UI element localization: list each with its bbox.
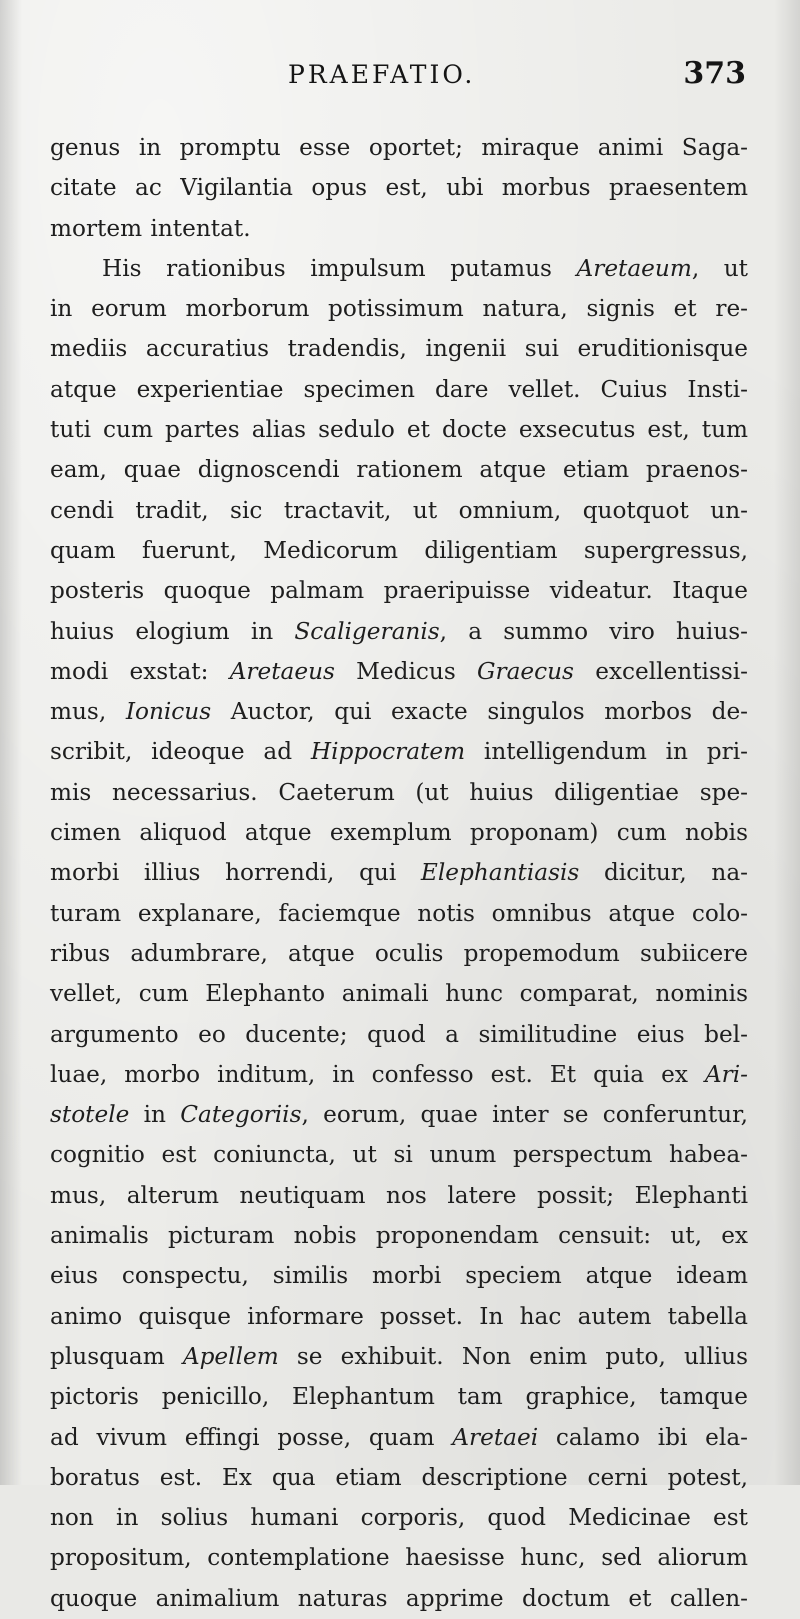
text-line (50, 571, 748, 611)
text-segment: tuti cum partes alias sedulo et docte exsecutus est, tum (50, 416, 748, 444)
text-line (50, 1176, 748, 1216)
text-line (50, 813, 748, 853)
italic-text-segment: Aretaei (452, 1423, 539, 1451)
italic-text-segment: Categoriis (180, 1101, 302, 1129)
text-segment: animalis picturam nobis proponendam censuit: ut, ex (50, 1222, 748, 1250)
text-segment: dicitur, na- (579, 859, 749, 887)
text-line (50, 289, 748, 329)
text-segment: in eorum morborum potissimum natura, signis et re- (50, 295, 748, 323)
text-segment: eam, quae dignoscendi rationem atque etiam praenos- (50, 456, 748, 484)
text-line (50, 1297, 748, 1337)
text-segment: quam fuerunt, Medicorum diligentiam supergressus, (50, 536, 748, 564)
text-line (50, 974, 748, 1014)
text-line (50, 1135, 748, 1175)
text-segment: mus, alterum neutiquam nos latere possit; Elephanti (50, 1181, 748, 1209)
text-segment: mis necessarius. Caeterum (ut huius diligentiae spe- (50, 778, 748, 806)
text-segment: pictoris penicillo, Elephantum tam graphice, tamque (50, 1383, 748, 1411)
text-segment: Auctor, qui exacte singulos morbos de- (211, 698, 749, 726)
text-line (50, 773, 748, 813)
text-segment: vellet, cum Elephanto animali hunc comparat, nominis (50, 980, 748, 1008)
text-line (50, 732, 748, 772)
text-segment: citate ac Vigilantia opus est, ubi morbus praesentem (50, 174, 748, 202)
text-line (50, 168, 748, 208)
page-header (0, 56, 800, 96)
text-line (50, 531, 748, 571)
text-segment: se exhibuit. Non enim puto, ullius (278, 1342, 748, 1370)
text-line (50, 1538, 748, 1578)
text-segment: quoque animalium naturas apprime doctum et callen- (50, 1584, 748, 1612)
text-segment: animo quisque informare posset. In hac autem tabella (50, 1302, 748, 1330)
text-line (50, 1256, 748, 1296)
text-segment: eius conspectu, similis morbi speciem atque ideam (50, 1262, 748, 1290)
italic-text-segment: stotele (50, 1101, 130, 1129)
text-line (50, 1498, 748, 1538)
text-line (50, 1337, 748, 1377)
text-segment: plusquam (50, 1342, 183, 1370)
text-line (50, 1095, 748, 1135)
text-line (50, 249, 748, 289)
text-line (50, 209, 748, 249)
text-line (50, 1418, 748, 1458)
text-segment: luae, morbo inditum, in confesso est. Et quia ex (50, 1060, 705, 1088)
text-line (50, 853, 748, 893)
text-line (50, 1458, 748, 1498)
text-line (50, 1216, 748, 1256)
italic-text-segment: Hippocratem (310, 738, 466, 766)
text-segment: cimen aliquod atque exemplum proponam) cum nobis (50, 819, 748, 847)
text-segment: propositum, contemplatione haesisse hunc, sed aliorum (50, 1544, 748, 1572)
italic-text-segment: Aretaeum (576, 254, 692, 282)
italic-text-segment: Elephantiasis (420, 859, 580, 887)
text-segment: in (129, 1101, 181, 1129)
text-segment: turam explanare, faciemque notis omnibus atque colo- (50, 899, 748, 927)
text-line (50, 329, 748, 369)
text-segment: scribit, ideoque ad (50, 738, 311, 766)
text-line (50, 491, 748, 531)
text-segment: mus, (50, 698, 126, 726)
text-segment: , eorum, quae inter se conferuntur, (301, 1101, 749, 1129)
italic-text-segment: Graecus (476, 657, 574, 685)
text-line (50, 370, 748, 410)
text-segment: , a summo viro huius- (439, 617, 748, 645)
text-segment: huius elogium in (50, 617, 295, 645)
text-line (50, 1579, 748, 1619)
text-line (50, 652, 748, 692)
text-segment: ad vivum effingi posse, quam (50, 1423, 453, 1451)
text-line (50, 934, 748, 974)
text-segment: genus in promptu esse oportet; miraque animi Saga- (50, 134, 748, 161)
text-segment: cendi tradit, sic tractavit, ut omnium, quotquot un- (50, 496, 748, 524)
text-line (50, 410, 748, 450)
page-number: 373 (683, 56, 746, 91)
text-segment: excellentissi- (573, 657, 748, 685)
text-segment: intelligendum in pri- (465, 738, 748, 766)
italic-text-segment: Scaligeranis (294, 617, 440, 645)
text-segment: ribus adumbrare, atque oculis propemodum subiicere (50, 939, 748, 967)
text-line (50, 612, 748, 652)
italic-text-segment: Aretaeus (229, 657, 335, 685)
text-line (50, 894, 748, 934)
text-line (50, 1377, 748, 1417)
text-segment: , ut (691, 254, 748, 282)
text-segment: Medicus (334, 657, 477, 685)
text-segment: atque experientiae specimen dare vellet. Cuius Insti- (50, 375, 748, 403)
italic-text-segment: Apellem (182, 1342, 279, 1370)
italic-text-segment: Ionicus (125, 698, 212, 726)
text-segment: mediis accuratius tradendis, ingenii sui eruditionisque (50, 335, 748, 363)
text-segment: modi exstat: (50, 657, 230, 685)
text-line (50, 692, 748, 732)
italic-text-segment: Ari- (704, 1060, 748, 1088)
text-line (50, 128, 748, 168)
text-segment: mortem intentat. (50, 214, 251, 242)
text-line (50, 1015, 748, 1055)
text-segment: cognitio est coniuncta, ut si unum perspectum habea- (50, 1141, 748, 1169)
text-line (50, 1055, 748, 1095)
text-line (50, 450, 748, 490)
text-segment: His rationibus impulsum putamus (102, 254, 577, 282)
running-title: PRAEFATIO. (288, 60, 476, 89)
text-segment: morbi illius horrendi, qui (50, 859, 421, 887)
text-segment: boratus est. Ex qua etiam descriptione cerni potest, (50, 1463, 748, 1491)
text-segment: calamo ibi ela- (538, 1423, 748, 1451)
text-segment: non in solius humani corporis, quod Medicinae est (50, 1504, 748, 1532)
text-segment: argumento eo ducente; quod a similitudine eius bel- (50, 1020, 748, 1048)
body-text (50, 128, 748, 1619)
text-segment: posteris quoque palmam praeripuisse videatur. Itaque (50, 577, 748, 605)
